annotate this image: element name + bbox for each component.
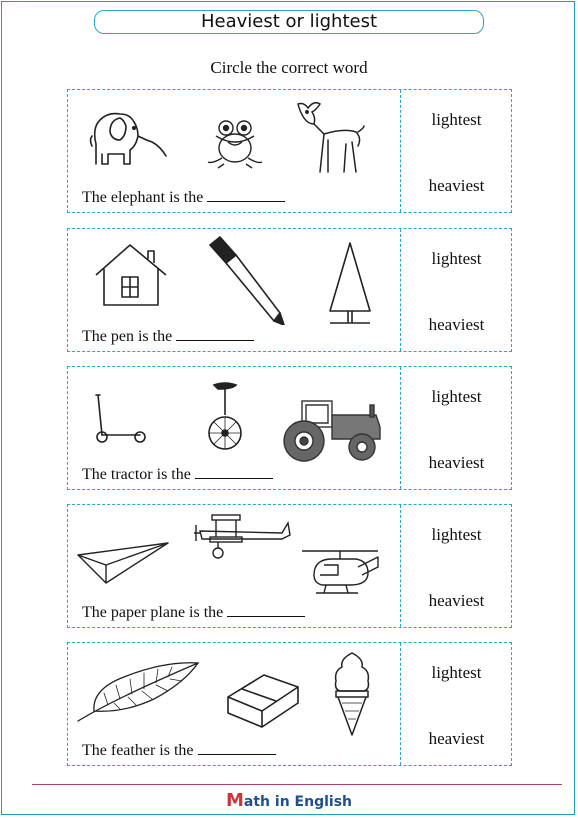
option-heaviest[interactable]: heaviest: [428, 453, 485, 472]
math-in-english-logo[interactable]: [0, 790, 578, 811]
option-lightest[interactable]: lightest: [431, 249, 482, 268]
sentence-pen: [82, 326, 254, 346]
sentence-feather: [82, 740, 276, 760]
exercise-row-tractor: [67, 366, 512, 490]
exercise-row-feather: [67, 642, 512, 766]
answer-blank[interactable]: [207, 187, 285, 202]
worksheet-title: Heaviest or lightest: [94, 10, 484, 34]
instruction-text: Circle the correct word: [210, 58, 368, 77]
answer-blank[interactable]: [227, 602, 305, 617]
house-icon: [94, 243, 168, 309]
option-heaviest[interactable]: heaviest: [428, 176, 485, 195]
unicycle-icon: [202, 381, 248, 451]
exercise-row-elephant: [67, 89, 512, 213]
answer-blank[interactable]: [198, 740, 276, 755]
answer-blank[interactable]: [176, 326, 254, 341]
footer-divider: [32, 784, 562, 785]
option-lightest[interactable]: lightest: [431, 110, 482, 129]
sentence-elephant: [82, 187, 285, 207]
pen-icon: [206, 235, 286, 325]
sentence-text: The pen is the: [82, 328, 173, 345]
answer-blank[interactable]: [195, 464, 273, 479]
exercise-row-paper-plane: [67, 504, 512, 628]
deer-icon: [292, 98, 368, 176]
tree-icon: [324, 239, 376, 327]
option-heaviest[interactable]: heaviest: [428, 591, 485, 610]
sentence-paper-plane: [82, 602, 305, 622]
option-lightest[interactable]: lightest: [431, 387, 482, 406]
sentence-text: The tractor is the: [82, 466, 191, 483]
elephant-icon: [86, 106, 170, 172]
logo-text: ath in English: [243, 794, 352, 810]
option-lightest[interactable]: lightest: [431, 663, 482, 682]
logo-initial: M: [226, 790, 244, 811]
scooter-icon: [90, 391, 150, 447]
option-heaviest[interactable]: heaviest: [428, 315, 485, 334]
sentence-tractor: [82, 464, 273, 484]
sentence-text: The elephant is the: [82, 189, 204, 206]
helicopter-icon: [298, 545, 382, 601]
biplane-icon: [192, 511, 292, 559]
ice-cream-cone-icon: [332, 651, 372, 737]
paper-plane-icon: [76, 541, 170, 585]
frog-icon: [204, 118, 266, 170]
tractor-icon: [280, 397, 384, 463]
exercise-row-pen: [67, 228, 512, 352]
feather-icon: [74, 659, 202, 725]
option-heaviest[interactable]: heaviest: [428, 729, 485, 748]
sentence-text: The paper plane is the: [82, 604, 224, 621]
eraser-icon: [224, 667, 302, 729]
sentence-text: The feather is the: [82, 742, 194, 759]
option-lightest[interactable]: lightest: [431, 525, 482, 544]
